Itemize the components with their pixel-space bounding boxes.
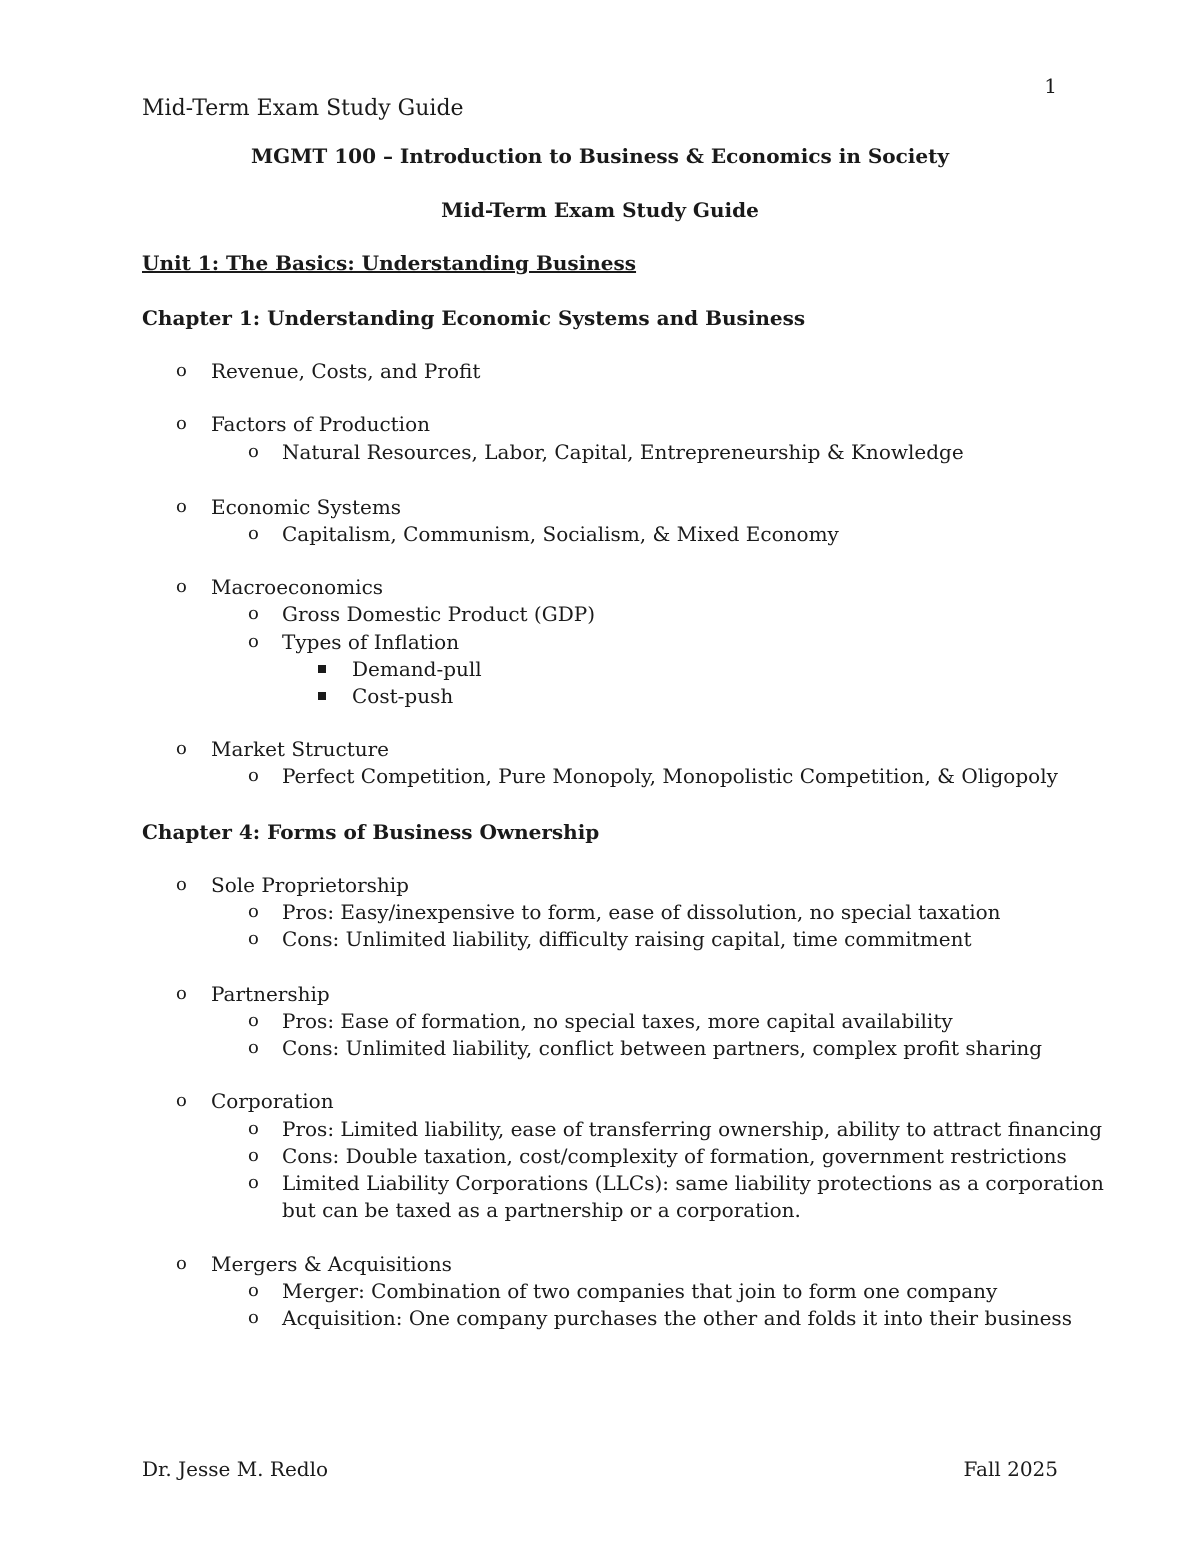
footer-term: Fall 2025	[963, 1457, 1058, 1481]
chapter4-heading: Chapter 4: Forms of Business Ownership	[142, 820, 600, 844]
sub-list-item: Merger: Combination of two companies that join to form one company	[282, 1279, 998, 1303]
sub-list-item: Limited Liability Corporations (LLCs): same liability protections as a corporation	[282, 1171, 1104, 1195]
bullet-circle-icon: o	[248, 631, 259, 652]
bullet-circle-icon: o	[248, 441, 259, 462]
bullet-circle-icon: o	[248, 1280, 259, 1301]
sub-list-item: Gross Domestic Product (GDP)	[282, 602, 596, 626]
sub-list-item: Perfect Competition, Pure Monopoly, Monopolistic Competition, & Oligopoly	[282, 764, 1058, 788]
sub-list-item: Cons: Unlimited liability, difficulty raising capital, time commitment	[282, 927, 972, 951]
bullet-circle-icon: o	[176, 496, 187, 517]
bullet-circle-icon: o	[176, 360, 187, 381]
sub-list-item: Capitalism, Communism, Socialism, & Mixed Economy	[282, 522, 839, 546]
sub-list-item: Natural Resources, Labor, Capital, Entrepreneurship & Knowledge	[282, 440, 964, 464]
bullet-circle-icon: o	[248, 1307, 259, 1328]
list-item: Sole Proprietorship	[211, 873, 409, 897]
sub-list-item: Pros: Limited liability, ease of transferring ownership, ability to attract financing	[282, 1117, 1102, 1141]
unit-heading: Unit 1: The Basics: Understanding Business	[142, 251, 637, 275]
list-item: Macroeconomics	[211, 575, 384, 599]
bullet-square-icon	[318, 665, 326, 673]
chapter1-heading: Chapter 1: Understanding Economic Systems and Business	[142, 306, 806, 330]
sub-list-item: Pros: Easy/inexpensive to form, ease of dissolution, no special taxation	[282, 900, 1001, 924]
list-item: Partnership	[211, 982, 330, 1006]
bullet-circle-icon: o	[176, 1253, 187, 1274]
footer-author: Dr. Jesse M. Redlo	[142, 1457, 329, 1481]
bullet-circle-icon: o	[176, 413, 187, 434]
guide-title: Mid-Term Exam Study Guide	[441, 198, 759, 222]
bullet-circle-icon: o	[248, 523, 259, 544]
bullet-circle-icon: o	[176, 874, 187, 895]
course-title: MGMT 100 – Introduction to Business & Economics in Society	[251, 144, 949, 168]
bullet-circle-icon: o	[176, 738, 187, 759]
bullet-circle-icon: o	[248, 1145, 259, 1166]
running-head: Mid-Term Exam Study Guide	[142, 96, 464, 121]
sub-list-item: Cons: Unlimited liability, conflict between partners, complex profit sharing	[282, 1036, 1043, 1060]
list-item: Factors of Production	[211, 412, 431, 436]
bullet-circle-icon: o	[248, 1172, 259, 1193]
bullet-circle-icon: o	[248, 1010, 259, 1031]
bullet-circle-icon: o	[248, 901, 259, 922]
sub-sub-list-item: Cost-push	[352, 684, 454, 708]
list-item: Economic Systems	[211, 495, 402, 519]
bullet-circle-icon: o	[248, 765, 259, 786]
sub-list-item: Types of Inflation	[282, 630, 460, 654]
bullet-circle-icon: o	[176, 983, 187, 1004]
sub-sub-list-item: Demand-pull	[352, 657, 482, 681]
bullet-square-icon	[318, 692, 326, 700]
bullet-circle-icon: o	[248, 928, 259, 949]
sub-list-item-continuation: but can be taxed as a partnership or a corporation.	[282, 1198, 801, 1222]
page-number: 1	[1044, 74, 1057, 98]
list-item: Corporation	[211, 1089, 334, 1113]
bullet-circle-icon: o	[176, 576, 187, 597]
bullet-circle-icon: o	[248, 603, 259, 624]
bullet-circle-icon: o	[248, 1118, 259, 1139]
bullet-circle-icon: o	[176, 1090, 187, 1111]
sub-list-item: Cons: Double taxation, cost/complexity of formation, government restrictions	[282, 1144, 1067, 1168]
sub-list-item: Pros: Ease of formation, no special taxes, more capital availability	[282, 1009, 953, 1033]
bullet-circle-icon: o	[248, 1037, 259, 1058]
list-item: Mergers & Acquisitions	[211, 1252, 452, 1276]
sub-list-item: Acquisition: One company purchases the other and folds it into their business	[282, 1306, 1072, 1330]
list-item: Market Structure	[211, 737, 390, 761]
list-item: Revenue, Costs, and Profit	[211, 359, 481, 383]
